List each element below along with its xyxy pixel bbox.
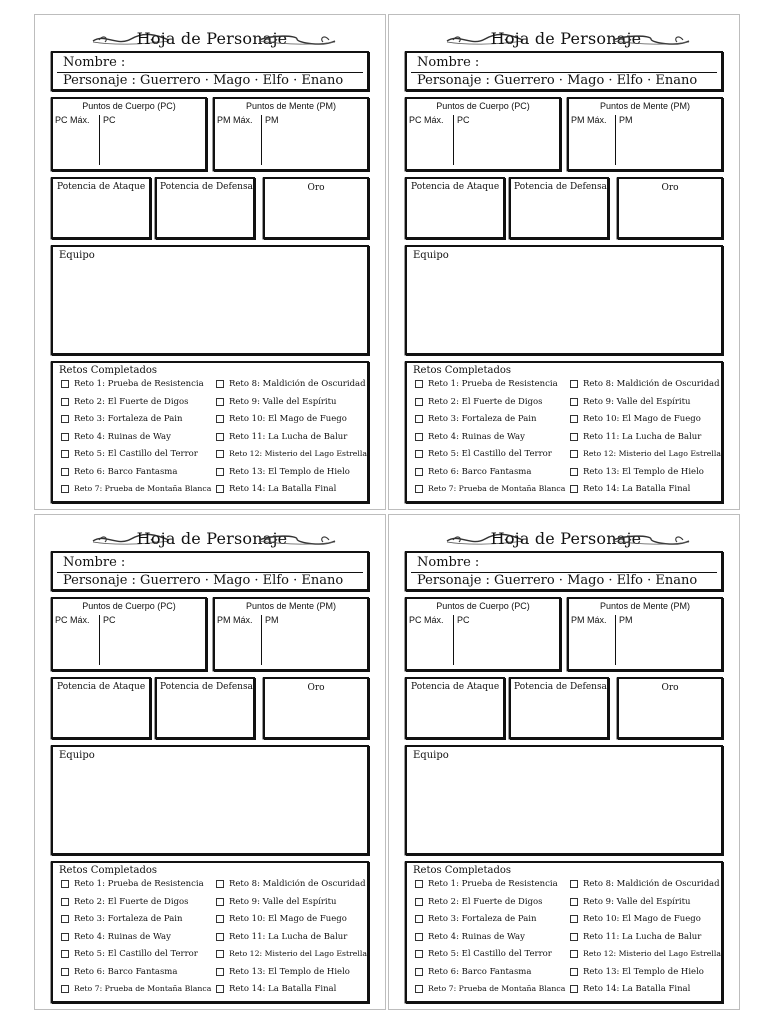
pc-divider [99,115,100,165]
challenge-checkbox[interactable] [61,985,69,993]
challenge-checkbox[interactable] [570,450,578,458]
pm-label: PM [265,615,279,625]
character-sheet-4 [388,514,740,1010]
challenge-label: Reto 7: Prueba de Montaña Blanca [74,984,212,993]
sheet-content [401,15,731,511]
challenge-checkbox[interactable] [570,880,578,888]
challenge-checkbox[interactable] [415,933,423,941]
pc-box [405,597,561,671]
challenge-checkbox[interactable] [570,985,578,993]
pm-label: PM [265,115,279,125]
challenge-checkbox[interactable] [415,450,423,458]
challenge-label: Reto 14: La Batalla Final [583,984,691,994]
pc-max-label: PC Máx. [55,615,90,625]
challenge-label: Reto 9: Valle del Espíritu [583,896,691,907]
challenge-checkbox[interactable] [570,915,578,923]
challenge-label: Reto 12: Misterio del Lago Estrella [583,949,721,958]
challenge-label: Reto 6: Barco Fantasma [74,466,178,477]
pm-title: Puntos de Mente (PM) [599,101,691,111]
challenge-label: Reto 4: Ruinas de Way [74,431,171,442]
challenge-label: Reto 1: Prueba de Resistencia [74,879,204,889]
right-flourish-icon [611,529,691,551]
equipment-box [51,245,369,355]
challenge-label: Reto 11: La Lucha de Balur [229,431,348,442]
challenges-box [51,861,369,1003]
gold-label: Oro [307,683,325,693]
challenge-checkbox[interactable] [216,485,224,493]
challenge-checkbox[interactable] [61,398,69,406]
sheet-content [401,515,731,1011]
equipment-label: Equipo [413,750,449,761]
pc-box [405,97,561,171]
challenge-label: Reto 8: Maldición de Oscuridad [583,379,720,389]
challenge-checkbox[interactable] [216,450,224,458]
challenge-checkbox[interactable] [415,985,423,993]
challenge-checkbox[interactable] [570,398,578,406]
challenge-checkbox[interactable] [415,968,423,976]
challenge-checkbox[interactable] [61,380,69,388]
pm-max-label: PM Máx. [571,115,607,125]
pm-title: Puntos de Mente (PM) [245,601,337,611]
challenge-checkbox[interactable] [61,933,69,941]
challenge-label: Reto 9: Valle del Espíritu [229,896,337,907]
pm-divider [261,115,262,165]
personaje-line: Personaje : Guerrero · Mago · Elfo · Enano [63,73,344,88]
challenge-checkbox[interactable] [415,468,423,476]
name-box [51,551,369,591]
pc-max-label: PC Máx. [409,115,444,125]
challenge-checkbox[interactable] [216,968,224,976]
personaje-line: Personaje : Guerrero · Mago · Elfo · Enano [417,73,698,88]
challenge-label: Reto 12: Misterio del Lago Estrella [583,449,721,458]
challenge-label: Reto 6: Barco Fantasma [74,966,178,977]
challenge-checkbox[interactable] [61,450,69,458]
equipment-box [51,745,369,855]
gold-box [263,177,369,239]
challenge-label: Reto 9: Valle del Espíritu [229,396,337,407]
pc-divider [453,115,454,165]
gold-label: Oro [661,183,679,193]
defense-box [155,177,255,239]
pc-label: PC [103,615,116,625]
challenges-title: Retos Completados [413,865,512,876]
challenge-label: Reto 3: Fortaleza de Pain [74,914,183,924]
challenge-label: Reto 4: Ruinas de Way [74,931,171,942]
challenge-label: Reto 1: Prueba de Resistencia [428,879,558,889]
equipment-label: Equipo [59,750,95,761]
pm-label: PM [619,615,633,625]
pm-box [213,597,369,671]
sheet-title: Hoja de Personaje [136,29,288,48]
pm-divider [261,615,262,665]
attack-label: Potencia de Ataque [57,682,146,692]
challenge-label: Reto 5: El Castillo del Terror [428,949,552,959]
sheet-content [47,15,377,511]
challenge-checkbox[interactable] [61,950,69,958]
name-box [405,51,723,91]
gold-label: Oro [661,683,679,693]
challenge-checkbox[interactable] [61,468,69,476]
pc-title: Puntos de Cuerpo (PC) [436,101,530,111]
challenge-label: Reto 4: Ruinas de Way [428,931,525,942]
attack-box [405,677,505,739]
challenge-checkbox[interactable] [61,968,69,976]
challenge-label: Reto 13: El Templo de Hielo [229,966,350,977]
right-flourish-icon [611,29,691,51]
challenge-checkbox[interactable] [415,915,423,923]
challenge-checkbox[interactable] [415,380,423,388]
challenge-checkbox[interactable] [216,468,224,476]
challenge-checkbox[interactable] [570,468,578,476]
gold-box [263,677,369,739]
challenge-checkbox[interactable] [216,915,224,923]
challenge-checkbox[interactable] [216,950,224,958]
pc-box [51,597,207,671]
challenges-title: Retos Completados [59,365,158,376]
challenge-label: Reto 3: Fortaleza de Pain [428,414,537,424]
sheet-content [47,515,377,1011]
challenge-checkbox[interactable] [216,415,224,423]
gold-box [617,177,723,239]
equipment-box [405,245,723,355]
challenge-label: Reto 7: Prueba de Montaña Blanca [74,484,212,493]
challenge-checkbox[interactable] [61,880,69,888]
challenge-checkbox[interactable] [415,880,423,888]
character-sheet-1 [34,14,386,510]
pm-max-label: PM Máx. [571,615,607,625]
pm-box [567,597,723,671]
challenge-label: Reto 12: Misterio del Lago Estrella [229,949,367,958]
defense-label: Potencia de Defensa [514,682,607,692]
challenge-checkbox[interactable] [216,433,224,441]
challenge-label: Reto 7: Prueba de Montaña Blanca [428,484,566,493]
right-flourish-icon [257,29,337,51]
pc-divider [99,615,100,665]
challenge-checkbox[interactable] [61,898,69,906]
pc-title: Puntos de Cuerpo (PC) [82,101,176,111]
challenge-label: Reto 14: La Batalla Final [229,484,337,494]
challenge-label: Reto 13: El Templo de Hielo [583,466,704,477]
defense-label: Potencia de Defensa [160,682,253,692]
challenge-label: Reto 9: Valle del Espíritu [583,396,691,407]
challenges-box [405,861,723,1003]
challenge-label: Reto 10: El Mago de Fuego [583,414,701,424]
challenges-title: Retos Completados [59,865,158,876]
personaje-line: Personaje : Guerrero · Mago · Elfo · Enano [417,573,698,588]
pc-divider [453,615,454,665]
nombre-label[interactable]: Nombre : [63,55,126,70]
attack-label: Potencia de Ataque [411,682,500,692]
right-flourish-icon [257,529,337,551]
pm-max-label: PM Máx. [217,115,253,125]
challenge-checkbox[interactable] [415,950,423,958]
challenge-label: Reto 6: Barco Fantasma [428,966,532,977]
character-sheet-3 [34,514,386,1010]
challenge-label: Reto 8: Maldición de Oscuridad [583,879,720,889]
challenge-label: Reto 2: El Fuerte de Digos [428,896,543,907]
challenge-checkbox[interactable] [570,898,578,906]
gold-box [617,677,723,739]
challenge-label: Reto 2: El Fuerte de Digos [428,396,543,407]
gold-label: Oro [307,183,325,193]
pc-label: PC [457,615,470,625]
challenge-label: Reto 11: La Lucha de Balur [229,931,348,942]
defense-box [509,677,609,739]
challenges-box [51,361,369,503]
personaje-line: Personaje : Guerrero · Mago · Elfo · Enano [63,573,344,588]
challenge-label: Reto 11: La Lucha de Balur [583,431,702,442]
challenge-checkbox[interactable] [216,898,224,906]
challenge-checkbox[interactable] [415,898,423,906]
challenge-label: Reto 4: Ruinas de Way [428,431,525,442]
challenge-label: Reto 7: Prueba de Montaña Blanca [428,984,566,993]
defense-label: Potencia de Defensa [514,182,607,192]
challenge-label: Reto 5: El Castillo del Terror [428,449,552,459]
challenge-label: Reto 8: Maldición de Oscuridad [229,879,366,889]
name-box [405,551,723,591]
challenge-label: Reto 12: Misterio del Lago Estrella [229,449,367,458]
challenge-checkbox[interactable] [61,433,69,441]
challenge-checkbox[interactable] [570,950,578,958]
pm-label: PM [619,115,633,125]
challenge-checkbox[interactable] [216,398,224,406]
sheet-title: Hoja de Personaje [136,529,288,548]
attack-box [51,177,151,239]
challenge-label: Reto 8: Maldición de Oscuridad [229,379,366,389]
challenges-title: Retos Completados [413,365,512,376]
attack-label: Potencia de Ataque [411,182,500,192]
challenge-checkbox[interactable] [216,985,224,993]
challenge-checkbox[interactable] [570,433,578,441]
pm-box [213,97,369,171]
challenge-checkbox[interactable] [570,933,578,941]
challenge-label: Reto 5: El Castillo del Terror [74,949,198,959]
challenge-label: Reto 2: El Fuerte de Digos [74,896,189,907]
challenge-label: Reto 11: La Lucha de Balur [583,931,702,942]
challenge-checkbox[interactable] [61,485,69,493]
challenge-label: Reto 3: Fortaleza de Pain [428,914,537,924]
attack-box [51,677,151,739]
challenge-label: Reto 2: El Fuerte de Digos [74,396,189,407]
nombre-label[interactable]: Nombre : [417,55,480,70]
challenge-checkbox[interactable] [570,485,578,493]
challenge-checkbox[interactable] [415,415,423,423]
pm-title: Puntos de Mente (PM) [245,101,337,111]
name-box [51,51,369,91]
pc-title: Puntos de Cuerpo (PC) [82,601,176,611]
sheet-title: Hoja de Personaje [490,529,642,548]
equipment-box [405,745,723,855]
pc-label: PC [103,115,116,125]
challenge-checkbox[interactable] [61,915,69,923]
nombre-label[interactable]: Nombre : [417,555,480,570]
challenge-checkbox[interactable] [216,933,224,941]
challenges-box [405,361,723,503]
challenge-checkbox[interactable] [216,380,224,388]
challenge-label: Reto 5: El Castillo del Terror [74,449,198,459]
pc-title: Puntos de Cuerpo (PC) [436,601,530,611]
challenge-label: Reto 1: Prueba de Resistencia [74,379,204,389]
equipment-label: Equipo [413,250,449,261]
challenge-checkbox[interactable] [415,398,423,406]
pc-label: PC [457,115,470,125]
challenge-label: Reto 14: La Batalla Final [229,984,337,994]
challenge-checkbox[interactable] [570,415,578,423]
challenge-label: Reto 13: El Templo de Hielo [583,966,704,977]
pc-max-label: PC Máx. [409,615,444,625]
challenge-label: Reto 13: El Templo de Hielo [229,466,350,477]
challenge-label: Reto 6: Barco Fantasma [428,466,532,477]
challenge-label: Reto 3: Fortaleza de Pain [74,414,183,424]
pm-box [567,97,723,171]
challenge-label: Reto 10: El Mago de Fuego [583,914,701,924]
nombre-label[interactable]: Nombre : [63,555,126,570]
defense-box [509,177,609,239]
defense-box [155,677,255,739]
sheet-title: Hoja de Personaje [490,29,642,48]
challenge-checkbox[interactable] [415,433,423,441]
pm-max-label: PM Máx. [217,615,253,625]
pm-title: Puntos de Mente (PM) [599,601,691,611]
challenge-checkbox[interactable] [415,485,423,493]
pm-divider [615,615,616,665]
pm-divider [615,115,616,165]
attack-box [405,177,505,239]
challenge-checkbox[interactable] [61,415,69,423]
defense-label: Potencia de Defensa [160,182,253,192]
challenge-checkbox[interactable] [570,968,578,976]
challenge-label: Reto 1: Prueba de Resistencia [428,379,558,389]
challenge-label: Reto 14: La Batalla Final [583,484,691,494]
attack-label: Potencia de Ataque [57,182,146,192]
challenge-checkbox[interactable] [216,880,224,888]
challenge-label: Reto 10: El Mago de Fuego [229,914,347,924]
character-sheet-2 [388,14,740,510]
equipment-label: Equipo [59,250,95,261]
pc-max-label: PC Máx. [55,115,90,125]
challenge-label: Reto 10: El Mago de Fuego [229,414,347,424]
challenge-checkbox[interactable] [570,380,578,388]
pc-box [51,97,207,171]
